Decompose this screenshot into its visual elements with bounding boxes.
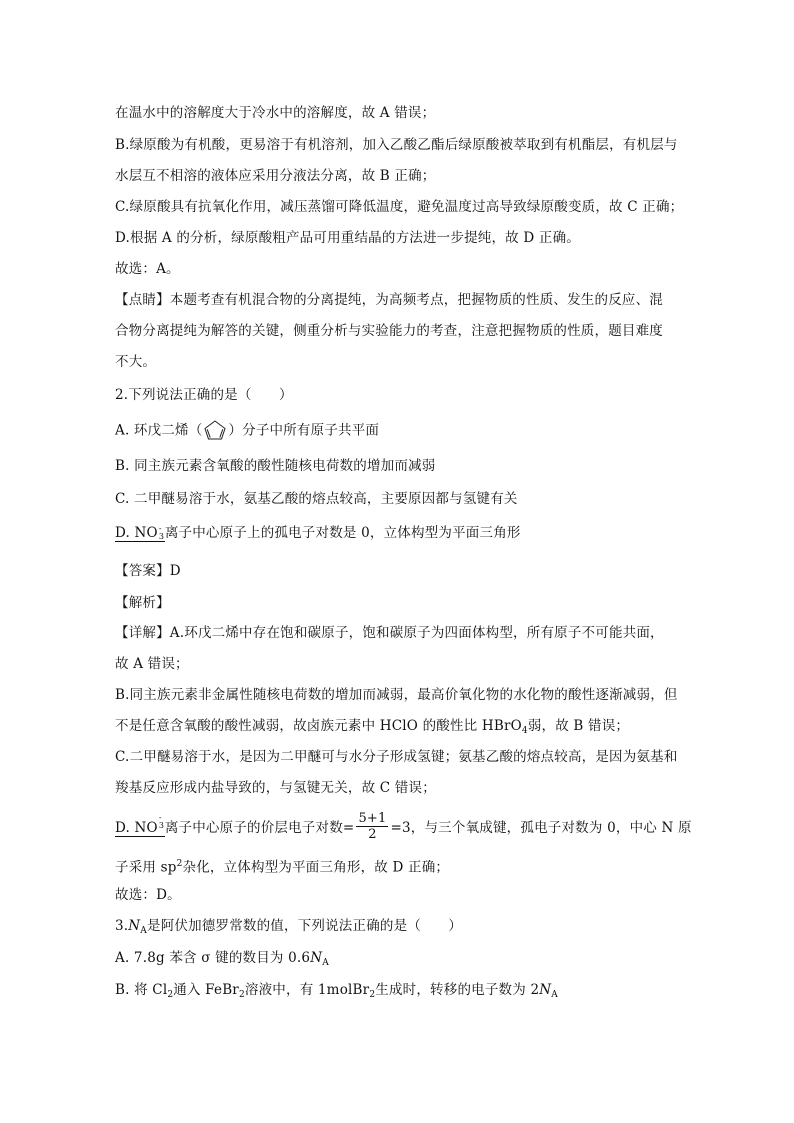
- text-run: 杂化，立体构型为平面三角形，故 D 正确；: [182, 859, 450, 876]
- charge: -: [158, 524, 162, 533]
- text-run: 离子中心原子的价层电子对数=: [164, 820, 355, 836]
- charge-index: [158, 524, 165, 542]
- option-text: A. 7.8g 苯含 σ 键的数目为 0.6: [115, 950, 311, 966]
- subscript: 3: [158, 532, 165, 541]
- text-line-fraction: [115, 813, 692, 844]
- subscript: 2: [369, 990, 376, 1000]
- option-3a: [115, 949, 329, 972]
- charge: -: [158, 813, 162, 822]
- denominator: 2: [368, 827, 377, 842]
- numerator: 5+1: [358, 811, 387, 826]
- text-line: 【详解】A.环戊二烯中存在饱和碳原子，饱和碳原子为四面体构型，所有原子不可能共面，: [115, 625, 664, 641]
- option-2a: [115, 420, 379, 442]
- nitrate-underlined: [115, 813, 165, 837]
- question-3-stem: [115, 917, 462, 940]
- option-text: A. 环戊二烯（: [115, 422, 203, 439]
- answer-label: 【答案】D: [115, 563, 181, 579]
- text-line: 水层互不相溶的液体应采用分液法分离，故 B 正确；: [115, 168, 436, 184]
- option-2d: [115, 524, 521, 542]
- option-2b: B. 同主族元素含氧酸的酸性随核电荷数的增加而减弱: [115, 458, 436, 474]
- text-line: 故选：A。: [115, 261, 180, 277]
- option-text: B. 将 Cl: [115, 982, 168, 998]
- subscript: 2: [167, 990, 174, 1000]
- text-run: 是阿伏加德罗常数的值，下列说法正确的是（ ）: [147, 918, 463, 934]
- charge-index: [158, 813, 165, 831]
- option-text: 生成时，转移的电子数为 2: [375, 982, 540, 998]
- text-run: 弱，故 B 错误；: [527, 718, 630, 734]
- subscript: A: [551, 990, 558, 1000]
- question-number: 3.: [115, 918, 129, 934]
- cyclopentadiene-structure-icon: [202, 419, 228, 441]
- text-line: B.绿原酸为有机酸，更易溶于有机溶剂，加入乙酸乙酯后绿原酸被萃取到有机酯层，有机层与: [115, 137, 678, 153]
- option-3b: [115, 981, 558, 1004]
- superscript: 2: [176, 859, 183, 869]
- text-line: 故选：D。: [115, 887, 181, 903]
- option-text: 溶液中，有 1molBr: [244, 982, 370, 998]
- text-run: 子采用 sp: [115, 859, 177, 876]
- formula: D. NO: [115, 525, 158, 541]
- fraction: [356, 811, 388, 842]
- text-run: =3，与三个氧成键，孤电子对数为 0，中心 N 原: [390, 820, 692, 836]
- text-line: 在温水中的溶解度大于冷水中的溶解度，故 A 错误；: [115, 105, 436, 121]
- subscript: 2: [238, 990, 245, 1000]
- text-line: 不大。: [115, 354, 157, 370]
- subscript: A: [140, 926, 147, 936]
- avogadro-symbol: N: [310, 950, 323, 966]
- text-line: 合物分离提纯为解答的关键，侧重分析与实验能力的考查，注意把握物质的性质，题目难度: [115, 323, 663, 339]
- nitrate-underlined: [115, 525, 165, 542]
- avogadro-symbol: N: [539, 982, 552, 998]
- text-line: [115, 855, 449, 877]
- text-line: 故 A 错误；: [115, 656, 189, 672]
- subscript: 4: [521, 726, 528, 736]
- text-line: 【点睛】本题考查有机混合物的分离提纯，为高频考点，把握物质的性质、发生的反应、混: [115, 292, 663, 308]
- option-text: 离子中心原子上的孤电子对数是 0，立体构型为平面三角形: [164, 525, 521, 541]
- text-line: C.二甲醚易溶于水，是因为二甲醚可与水分子形成氢键；氨基乙酸的熔点较高，是因为氨基和: [115, 749, 678, 765]
- question-2-stem: 2.下列说法正确的是（ ）: [115, 387, 293, 403]
- analysis-label: 【解析】: [115, 595, 170, 611]
- option-text: 通入 FeBr: [173, 982, 239, 998]
- text-line: 羧基反应形成内盐导致的，与氢键无关，故 C 错误；: [115, 780, 436, 796]
- text-line: B.同主族元素非金属性随核电荷数的增加而减弱，最高价氧化物的水化物的酸性逐渐减弱，但: [115, 687, 678, 703]
- formula: D. NO: [115, 820, 158, 836]
- text-line: D.根据 A 的分析，绿原酸粗产品可用重结晶的方法进一步提纯，故 D 正确。: [115, 230, 580, 246]
- subscript: 3: [158, 821, 165, 830]
- option-text: ）分子中所有原子共平面: [228, 422, 380, 439]
- avogadro-symbol: N: [128, 918, 141, 934]
- option-2c: C. 二甲醚易溶于水，氨基乙酸的熔点较高，主要原因都与氢键有关: [115, 491, 518, 507]
- text-line: C.绿原酸具有抗氧化作用，减压蒸馏可降低温度，避免温度过高导致绿原酸变质，故 C 正确；: [115, 199, 684, 215]
- subscript: A: [322, 958, 329, 968]
- text-line: [115, 717, 629, 740]
- text-run: 不是任意含氧酸的酸性减弱，故卤族元素中 HClO 的酸性比 HBrO: [115, 718, 522, 734]
